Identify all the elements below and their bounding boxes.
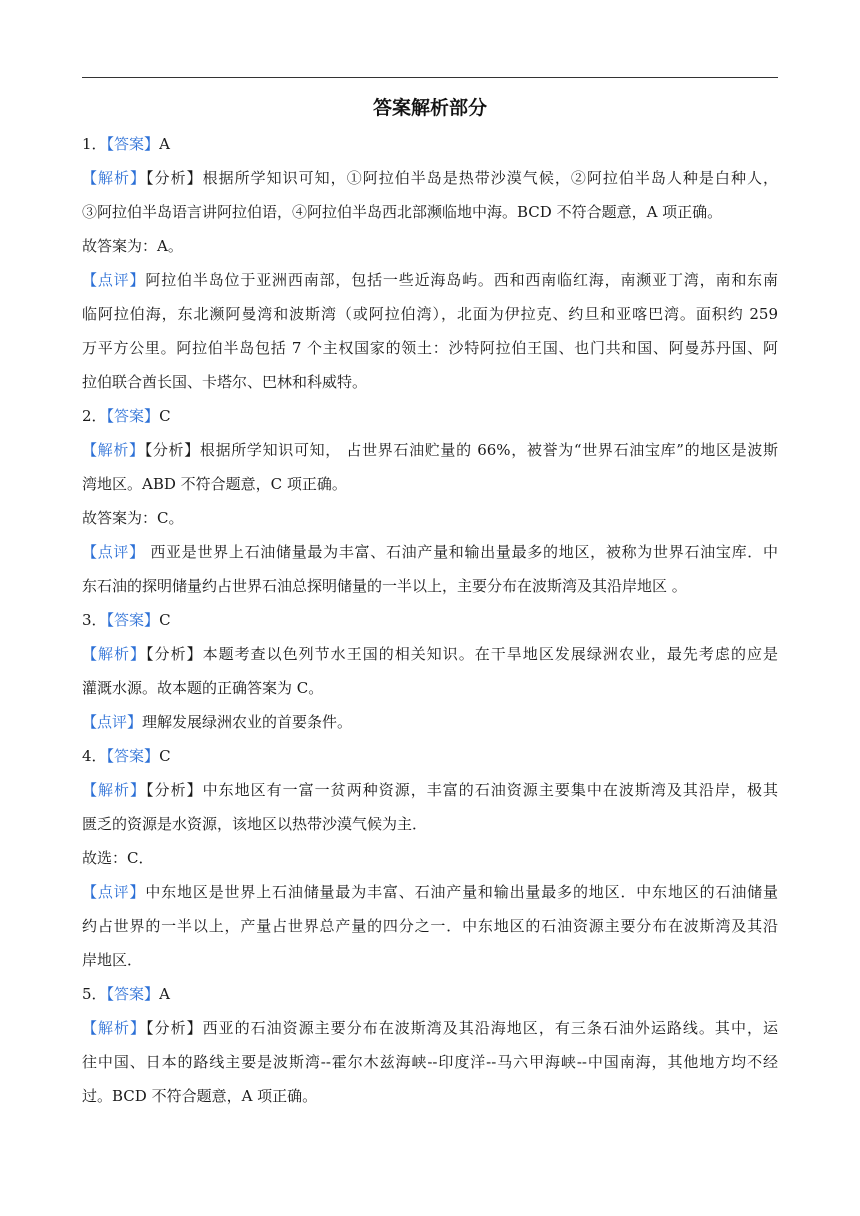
- q4-comment-line-2: 约占世界的一半以上，产量占世界总产量的四分之一．中东地区的石油资源主要分布在波斯湾及其沿: [82, 917, 778, 935]
- analysis-tag: 【解析】: [82, 441, 145, 459]
- q1-answer-line: [82, 134, 778, 154]
- comment-tag: 【点评】: [82, 271, 146, 289]
- q4-comment-line-3: 岸地区．: [82, 951, 143, 969]
- q5-analysis-text-1: 西亚的石油资源主要分布在波斯湾及其沿海地区，有三条石油外运路线。其中，运: [202, 1019, 778, 1037]
- q4-conclusion: 故选：C．: [82, 849, 154, 867]
- analysis-tag: 【解析】: [82, 169, 147, 187]
- q1-analysis-text-1: 根据所学知识可知，①阿拉伯半岛是热带沙漠气候，②阿拉伯半岛人种是白种人，: [202, 169, 778, 187]
- answer-tag: 【答案】: [106, 747, 160, 765]
- q2-number: 2．: [82, 407, 107, 425]
- answer-tag: 【答案】: [106, 407, 160, 425]
- page-title: 答案解析部分: [372, 97, 487, 119]
- answer-tag: 【答案】: [106, 135, 160, 153]
- q3-answer-line: [82, 610, 778, 630]
- q5-analysis-line-1: [82, 1018, 778, 1038]
- analysis-tag: 【解析】: [82, 781, 147, 799]
- q1-conclusion: 故答案为：A。: [82, 237, 183, 255]
- q4-analysis-text-1: 中东地区有一富一贫两种资源，丰富的石油资源主要集中在波斯湾及其沿岸，极其: [202, 781, 778, 799]
- q5-analysis-line-3: 过。BCD 不符合题意，A 项正确。: [82, 1087, 318, 1105]
- comment-tag: 【点评】: [82, 713, 143, 731]
- q2-comment-line-2: 东石油的探明储量约占世界石油总探明储量的一半以上，主要分布在波斯湾及其沿岸地区 。: [82, 577, 687, 595]
- q2-analysis-text-1: 根据所学知识可知， 占世界石油贮量的 66%，被誉为“世界石油宝库”的地区是波斯: [199, 441, 778, 459]
- q3-number: 3．: [82, 611, 107, 629]
- fenxi-tag: 【分析】: [146, 645, 203, 663]
- q1-comment-line-3: 万平方公里。阿拉伯半岛包括 7 个主权国家的领土：沙特阿拉伯王国、也门共和国、阿曼苏丹国、阿: [82, 339, 778, 357]
- top-rule: [82, 77, 778, 78]
- comment-tag: 【点评】: [82, 543, 145, 561]
- q3-answer-value: C: [159, 611, 171, 629]
- comment-tag: 【点评】: [82, 883, 146, 901]
- answer-tag: 【答案】: [106, 985, 160, 1003]
- q2-analysis-line-1: [82, 440, 778, 460]
- q1-comment-text-1: 阿拉伯半岛位于亚洲西南部，包括一些近海岛屿。西和西南临红海，南濒亚丁湾，南和东南: [145, 271, 778, 289]
- q1-comment-line-1: [82, 270, 778, 290]
- analysis-tag: 【解析】: [82, 645, 147, 663]
- q4-comment-line-1: [82, 882, 778, 902]
- q4-answer-line: [82, 746, 778, 766]
- q3-comment-text-1: 理解发展绿洲农业的首要条件。: [142, 713, 353, 731]
- q1-number: 1．: [82, 135, 107, 153]
- fenxi-tag: 【分析】: [146, 1019, 203, 1037]
- q5-analysis-line-2: 往中国、日本的路线主要是波斯湾--霍尔木兹海峡--印度洋--马六甲海峡--中国南海，其他地方均不经: [82, 1053, 778, 1071]
- q3-analysis-line-1: [82, 644, 778, 664]
- q2-comment-text-1: 西亚是世界上石油储量最为丰富、石油产量和输出量最多的地区，被称为世界石油宝库．中: [144, 543, 778, 561]
- q4-answer-value: C: [159, 747, 171, 765]
- fenxi-tag: 【分析】: [146, 781, 203, 799]
- q3-comment-line-1: [82, 712, 778, 732]
- q2-comment-line-1: [82, 542, 778, 562]
- answer-tag: 【答案】: [106, 611, 160, 629]
- q4-analysis-line-1: [82, 780, 778, 800]
- q2-analysis-line-2: 湾地区。ABD 不符合题意，C 项正确。: [82, 475, 347, 493]
- q5-number: 5．: [82, 985, 107, 1003]
- q5-answer-line: [82, 984, 778, 1004]
- q5-answer-value: A: [159, 985, 170, 1003]
- q2-answer-line: [82, 406, 778, 426]
- q4-number: 4．: [82, 747, 107, 765]
- q1-analysis-line-2: ③阿拉伯半岛语言讲阿拉伯语，④阿拉伯半岛西北部濒临地中海。BCD 不符合题意，A 项正确。: [82, 203, 723, 221]
- q1-comment-line-2: 临阿拉伯海，东北濒阿曼湾和波斯湾（或阿拉伯湾），北面为伊拉克、约旦和亚喀巴湾。面积约 259: [82, 305, 778, 323]
- analysis-tag: 【解析】: [82, 1019, 147, 1037]
- q4-comment-text-1: 中东地区是世界上石油储量最为丰富、石油产量和输出量最多的地区．中东地区的石油储量: [145, 883, 778, 901]
- q1-analysis-line-1: [82, 168, 778, 188]
- fenxi-tag: 【分析】: [146, 169, 203, 187]
- q1-comment-line-4: 拉伯联合酋长国、卡塔尔、巴林和科威特。: [82, 373, 368, 391]
- q2-conclusion: 故答案为：C。: [82, 509, 184, 527]
- q1-answer-value: A: [159, 135, 170, 153]
- q4-analysis-line-2: 匮乏的资源是水资源，该地区以热带沙漠气候为主．: [82, 815, 428, 833]
- q3-analysis-text-1: 本题考查以色列节水王国的相关知识。在干旱地区发展绿洲农业，最先考虑的应是: [202, 645, 778, 663]
- q3-analysis-line-2: 灌溉水源。故本题的正确答案为 C。: [82, 679, 324, 697]
- fenxi-tag: 【分析】: [144, 441, 200, 459]
- q2-answer-value: C: [159, 407, 171, 425]
